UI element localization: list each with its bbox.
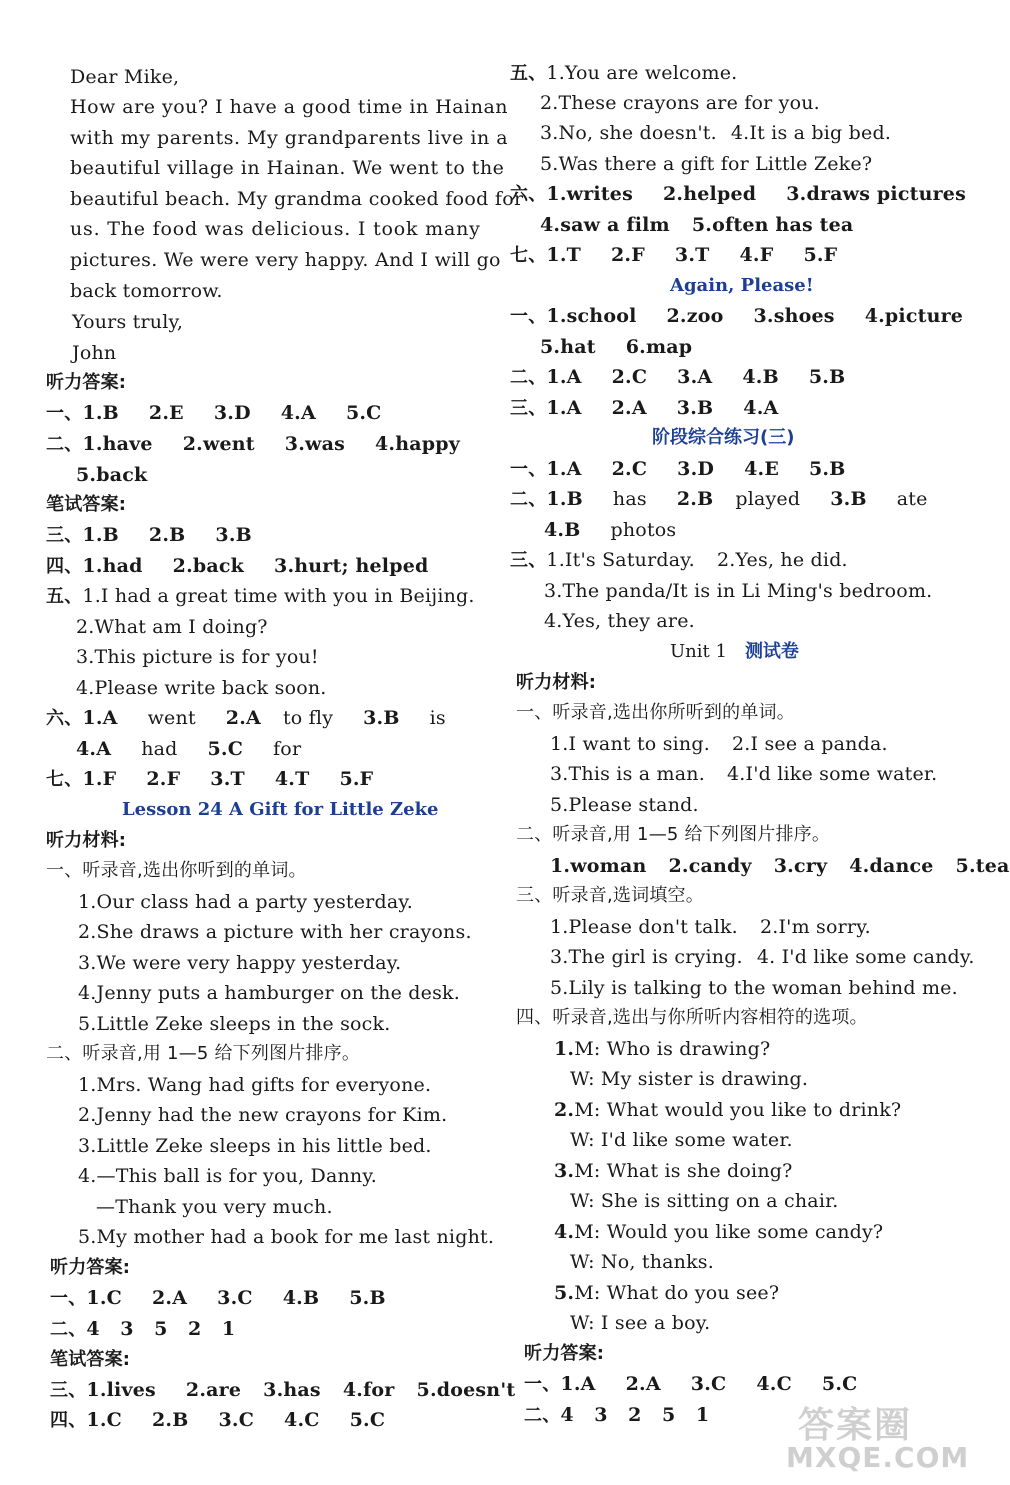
dialogue-line: W: My sister is drawing. (570, 1068, 809, 1090)
material-line: 1.I want to sing. 2.I see a panda. (550, 733, 888, 755)
answer-row: 三、1.lives 2.are 3.has 4.for 5.doesn't (50, 1379, 516, 1401)
material-line: 1.woman 2.candy 3.cry 4.dance 5.tea (550, 855, 1010, 877)
letter-body-line: us. The food was delicious. I took many (70, 218, 481, 240)
watermark-logo-text: 答案圈 (798, 1405, 913, 1446)
listen-material-label: 听力材料: (516, 672, 597, 693)
material-line: 4.Jenny puts a hamburger on the desk. (78, 982, 461, 1004)
answer-row: 二、1.A 2.C 3.A 4.B 5.B (510, 366, 846, 388)
answer-row: 4.A had 5.C for (76, 738, 302, 760)
answer-row: 4.saw a film 5.often has tea (540, 214, 854, 236)
letter-body-line: back tomorrow. (70, 280, 223, 302)
answer-row: 2.What am I doing? (76, 616, 268, 638)
material-line: 3.The girl is crying. 4. I'd like some candy. (550, 946, 975, 968)
written-answers-label: 笔试答案: (46, 494, 127, 515)
material-line: 1.Our class had a party yesterday. (78, 891, 413, 913)
material-line: 1.Mrs. Wang had gifts for everyone. (78, 1074, 432, 1096)
dialogue-line: 3.M: What is she doing? (554, 1160, 793, 1182)
letter-body-line: with my parents. My grandparents live in a (70, 127, 509, 149)
material-line: 5.Please stand. (550, 794, 699, 816)
watermark-url-text: MXQE.COM (786, 1441, 970, 1474)
material-line: 2.She draws a picture with her crayons. (78, 921, 472, 943)
answer-row: 二、4 3 5 2 1 (50, 1318, 236, 1340)
listen-material-label: 听力材料: (46, 830, 127, 851)
answer-row: 六、1.A went 2.A to fly 3.B is (46, 707, 446, 729)
answer-row: 2.These crayons are for you. (540, 92, 820, 114)
dialogue-line: 4.M: Would you like some candy? (554, 1221, 884, 1243)
material-line: 3.This is a man. 4.I'd like some water. (550, 763, 938, 785)
answer-row: 5.Was there a gift for Little Zeke? (540, 153, 873, 175)
answer-row: 三、1.A 2.A 3.B 4.A (510, 397, 779, 419)
material-section-title: 三、听录音,选词填空。 (516, 885, 704, 906)
written-answers-label: 笔试答案: (50, 1349, 131, 1370)
answer-row: 四、1.C 2.B 3.C 4.C 5.C (50, 1409, 386, 1431)
answer-row: 3.This picture is for you! (76, 646, 319, 668)
material-section-title: 二、听录音,用 1—5 给下列图片排序。 (46, 1043, 361, 1064)
dialogue-line: 1.M: Who is drawing? (554, 1038, 771, 1060)
letter-body-line: beautiful village in Hainan. We went to the (70, 157, 505, 179)
listen-answers-label: 听力答案: (46, 372, 127, 393)
material-line: 1.Please don't talk. 2.I'm sorry. (550, 916, 871, 938)
answer-row: 3.No, she doesn't. 4.It is a big bed. (540, 122, 892, 144)
material-section-title: 一、听录音,选出你所听到的单词。 (516, 702, 795, 723)
answer-row: 二、1.have 2.went 3.was 4.happy (46, 433, 460, 455)
dialogue-line: 5.M: What do you see? (554, 1282, 780, 1304)
answer-row: 4.B photos (544, 519, 677, 541)
unit-1-test-title: Unit 1 测试卷 (670, 641, 799, 662)
material-line: 5.My mother had a book for me last night. (78, 1226, 495, 1248)
answer-row: 五、1.You are welcome. (510, 62, 738, 84)
answer-row: 六、1.writes 2.helped 3.draws pictures (510, 183, 966, 205)
dialogue-line: W: She is sitting on a chair. (570, 1190, 839, 1212)
answer-row: 七、1.F 2.F 3.T 4.T 5.F (46, 768, 374, 790)
material-line: 5.Little Zeke sleeps in the sock. (78, 1013, 391, 1035)
material-line: 3.We were very happy yesterday. (78, 952, 402, 974)
listen-answers-label: 听力答案: (50, 1257, 131, 1278)
answer-row: 四、1.had 2.back 3.hurt; helped (46, 555, 429, 577)
answer-row: 五、1.I had a great time with you in Beijing. (46, 585, 475, 607)
material-section-title: 四、听录音,选出与你所听内容相符的选项。 (516, 1007, 868, 1028)
material-line: 5.Lily is talking to the woman behind me. (550, 977, 958, 999)
material-section-title: 一、听录音,选出你听到的单词。 (46, 860, 307, 881)
material-line: —Thank you very much. (96, 1196, 333, 1218)
letter-body-line: pictures. We were very happy. And I will go (70, 249, 501, 271)
answer-row: 三、1.It's Saturday. 2.Yes, he did. (510, 549, 848, 571)
dialogue-line: W: I see a boy. (570, 1312, 711, 1334)
answer-row: 一、1.B 2.E 3.D 4.A 5.C (46, 402, 382, 424)
listen-answers-label: 听力答案: (524, 1343, 605, 1364)
answer-row: 一、1.A 2.A 3.C 4.C 5.C (524, 1373, 858, 1395)
answer-row: 5.hat 6.map (540, 336, 693, 358)
material-line: 2.Jenny had the new crayons for Kim. (78, 1104, 448, 1126)
material-section-title: 二、听录音,用 1—5 给下列图片排序。 (516, 824, 831, 845)
answer-row: 二、1.B has 2.B played 3.B ate (510, 488, 928, 510)
stage-practice-title: 阶段综合练习(三) (652, 427, 795, 448)
answer-row: 二、4 3 2 5 1 (524, 1404, 710, 1426)
letter-closing: Yours truly, (72, 311, 184, 333)
dialogue-line: W: No, thanks. (570, 1251, 715, 1273)
letter-signature: John (72, 342, 117, 364)
again-please-title: Again, Please! (670, 275, 814, 296)
answer-row: 三、1.B 2.B 3.B (46, 524, 252, 546)
site-watermark (786, 1397, 970, 1477)
letter-body-line: beautiful beach. My grandma cooked food for (70, 188, 524, 210)
answer-row: 4.Please write back soon. (76, 677, 327, 699)
answer-row: 4.Yes, they are. (544, 610, 695, 632)
dialogue-line: 2.M: What would you like to drink? (554, 1099, 902, 1121)
material-line: 4.—This ball is for you, Danny. (78, 1165, 378, 1187)
letter-body-line: How are you? I have a good time in Hainan (70, 96, 509, 118)
letter-greeting: Dear Mike, (70, 66, 180, 88)
answer-row: 一、1.A 2.C 3.D 4.E 5.B (510, 458, 846, 480)
dialogue-line: W: I'd like some water. (570, 1129, 793, 1151)
answer-row: 一、1.school 2.zoo 3.shoes 4.picture (510, 305, 964, 327)
material-line: 3.Little Zeke sleeps in his little bed. (78, 1135, 432, 1157)
answer-row: 七、1.T 2.F 3.T 4.F 5.F (510, 244, 838, 266)
answer-row: 5.back (76, 464, 148, 486)
answer-row: 3.The panda/It is in Li Ming's bedroom. (544, 580, 933, 602)
answer-row: 一、1.C 2.A 3.C 4.B 5.B (50, 1287, 386, 1309)
lesson-24-title: Lesson 24 A Gift for Little Zeke (122, 799, 439, 820)
